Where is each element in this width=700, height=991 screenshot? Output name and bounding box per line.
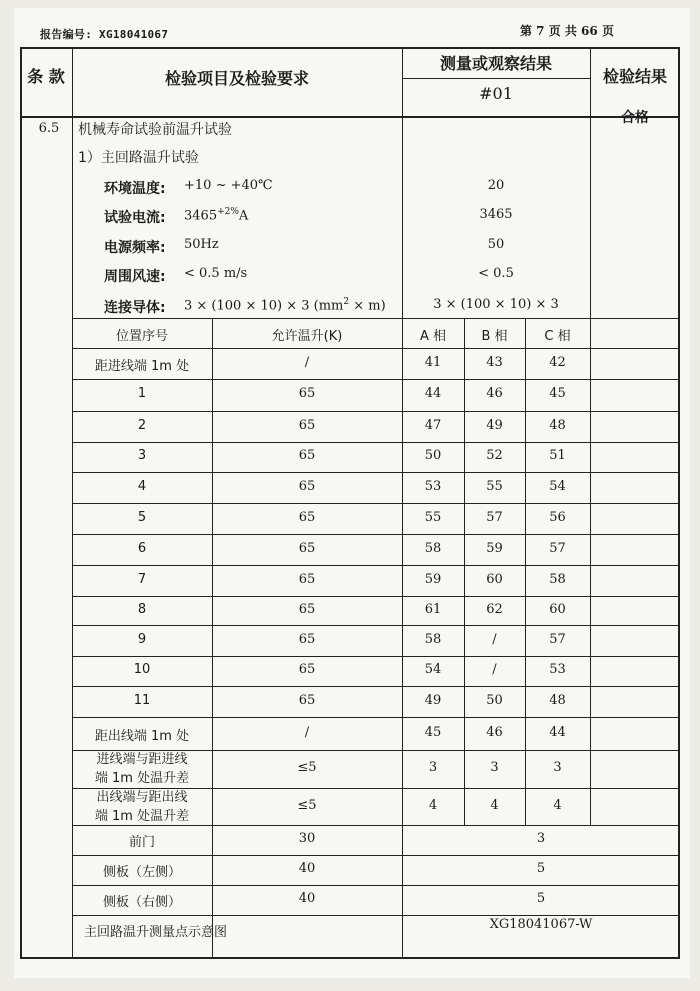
row-phase-c: 48 (549, 417, 566, 433)
row-allowed: 65 (298, 540, 316, 556)
measured-header: 测量或观察结果 (439, 54, 552, 73)
row-phase-b: 59 (486, 540, 503, 556)
subtable-row-rule (72, 686, 680, 687)
enclosure-position: 前门 (128, 835, 155, 850)
condition-measured: < 0.5 (478, 266, 514, 281)
condition-label: 试验电流: (104, 210, 166, 226)
row-allowed: 65 (298, 571, 316, 587)
subtable-row-rule (72, 885, 680, 886)
item-header: 检验项目及检验要求 (164, 69, 309, 88)
row-phase-a: 58 (424, 540, 442, 556)
row-phase-a: 45 (424, 724, 442, 740)
row-phase-a: 55 (424, 509, 442, 525)
col-rule (590, 318, 591, 825)
row-phase-b: / (492, 662, 497, 677)
row-phase-a: 61 (424, 601, 442, 617)
row-phase-b: 50 (486, 692, 503, 708)
enclosure-measured: 3 (536, 831, 546, 846)
row-position: 6 (137, 540, 147, 556)
condition-measured: 3 × (100 × 10) × 3 (433, 297, 559, 312)
subtable-row-rule (72, 534, 680, 535)
diagram-label: 主回路温升测量点示意图 (84, 925, 228, 940)
row-allowed: ≤5 (297, 797, 317, 813)
row-phase-c: 57 (549, 540, 566, 556)
row-phase-c: 44 (549, 724, 566, 740)
phase-c-header: C 相 (544, 329, 571, 344)
table-border-top (20, 47, 680, 49)
position-header: 位置序号 (115, 329, 168, 344)
row-phase-b: 52 (486, 448, 503, 463)
row-rule (402, 78, 590, 79)
col-rule (590, 116, 591, 318)
row-phase-b: / (492, 631, 497, 647)
row-phase-c: 57 (549, 631, 566, 647)
enclosure-allowed: 40 (298, 861, 316, 876)
row-position: 7 (137, 571, 147, 587)
row-phase-a: 4 (428, 797, 438, 813)
condition-value: < 0.5 m/s (184, 266, 248, 281)
diagram-reference: XG18041067-W (489, 917, 593, 932)
row-allowed: / (304, 354, 310, 370)
row-allowed: / (304, 724, 310, 740)
subtable-row-rule (72, 442, 680, 443)
table-border-left (20, 47, 22, 959)
enclosure-measured: 5 (536, 861, 546, 876)
row-phase-b: 57 (486, 509, 503, 525)
condition-measured: 20 (487, 178, 505, 193)
condition-sup: +2% (217, 207, 239, 217)
row-phase-a: 58 (424, 631, 442, 647)
page-number: 第 7 页 共 66 页 (520, 24, 614, 38)
row-allowed: 65 (298, 601, 316, 617)
row-position: 10 (133, 662, 151, 677)
clause-header: 条 款 (27, 67, 65, 86)
condition-label: 连接导体: (104, 300, 166, 316)
row-phase-b: 60 (486, 571, 503, 587)
row-phase-b: 46 (486, 386, 503, 401)
row-phase-c: 51 (549, 448, 566, 463)
row-allowed: 65 (298, 417, 316, 433)
row-phase-c: 4 (553, 797, 562, 813)
row-phase-c: 3 (553, 760, 562, 775)
condition-label: 环境温度: (104, 181, 166, 197)
subtable-row-rule (72, 717, 680, 718)
row-phase-a: 44 (424, 386, 442, 401)
condition-value: 3 × (100 × 10) × 3 $(mm^2 \times m)$ (184, 297, 386, 314)
section-subtitle: 1）主回路温升试验 (78, 150, 199, 166)
table-border-bottom (20, 957, 680, 959)
row-phase-b: 49 (486, 417, 503, 433)
row-allowed: 65 (298, 692, 316, 708)
row-phase-c: 54 (549, 478, 566, 494)
row-position: 11 (133, 692, 151, 708)
row-position: 1 (137, 386, 147, 401)
row-position: 4 (137, 478, 147, 494)
row-position: 5 (137, 509, 147, 525)
condition-measured: 3465 (479, 207, 513, 222)
phase-a-header: A 相 (419, 329, 447, 344)
row-position: 3 (137, 448, 147, 463)
subtable-row-rule (72, 565, 680, 566)
row-position: 距进线端 1m 处 (94, 358, 190, 374)
subtable-row-rule (72, 855, 680, 856)
row-phase-c: 56 (549, 509, 566, 525)
condition-label: 电源频率: (104, 240, 166, 256)
row-position: 出线端与距出线 端 1m 处温升差 (94, 789, 190, 824)
allowed-header: 允许温升(K) (271, 329, 343, 344)
row-phase-c: 42 (549, 354, 566, 370)
row-position: 距出线端 1m 处 (94, 728, 190, 744)
report-number: 报告编号: XG18041067 (40, 28, 169, 41)
row-phase-a: 59 (424, 571, 442, 587)
row-phase-c: 60 (549, 601, 566, 617)
condition-value: 50Hz (184, 237, 219, 252)
row-phase-b: 46 (486, 724, 503, 740)
row-phase-a: 50 (424, 448, 442, 463)
enclosure-allowed: 30 (298, 831, 316, 846)
subtable-row-rule (72, 625, 680, 626)
row-allowed: 65 (298, 509, 316, 525)
row-position: 2 (137, 417, 147, 433)
header-bottom-rule (20, 116, 680, 118)
row-phase-c: 48 (549, 692, 566, 708)
row-allowed: 65 (298, 631, 316, 647)
row-phase-a: 3 (428, 760, 438, 775)
subtable-row-rule (72, 656, 680, 657)
condition-value: +10 ~ +40℃ (184, 178, 273, 193)
section-clause: 6.5 (38, 121, 60, 136)
row-phase-a: 49 (424, 692, 442, 708)
sample-header: #01 (479, 84, 513, 103)
subtable-row-rule (72, 596, 680, 597)
row-phase-a: 47 (424, 417, 442, 433)
row-phase-b: 3 (490, 760, 499, 775)
row-phase-c: 58 (549, 571, 566, 587)
condition-sup: 2 (343, 297, 350, 307)
row-phase-a: 54 (424, 662, 442, 677)
row-phase-b: 4 (490, 797, 499, 813)
row-allowed: ≤5 (297, 760, 317, 775)
row-phase-b: 62 (486, 601, 503, 617)
subtable-row-rule (72, 503, 680, 504)
row-position: 8 (137, 601, 147, 617)
section-title: 机械寿命试验前温升试验 (78, 122, 232, 138)
subtable-row-rule (72, 348, 680, 349)
row-phase-c: 53 (549, 662, 566, 677)
enclosure-allowed: 40 (298, 891, 316, 906)
condition-value: $3465^{+2\%}A$ (184, 207, 249, 224)
row-position: 进线端与距进线 端 1m 处温升差 (94, 752, 190, 786)
row-allowed: 65 (298, 662, 316, 677)
enclosure-measured: 5 (536, 891, 546, 906)
enclosure-position: 侧板（右侧） (102, 895, 181, 910)
row-phase-b: 55 (486, 478, 503, 494)
row-phase-b: 43 (486, 354, 503, 370)
enclosure-position: 侧板（左侧） (102, 865, 181, 880)
section-result: 合格 (621, 110, 649, 126)
result-header: 检验结果 (602, 67, 667, 86)
subtable-row-rule (72, 411, 680, 412)
row-allowed: 65 (298, 448, 316, 463)
row-phase-a: 53 (424, 478, 442, 494)
row-allowed: 65 (298, 478, 316, 494)
subtable-top-rule (72, 318, 680, 319)
subtable-row-rule (72, 379, 680, 380)
subtable-row-rule (72, 472, 680, 473)
phase-b-header: B 相 (481, 329, 508, 344)
row-allowed: 65 (298, 386, 316, 401)
condition-label: 周围风速: (104, 269, 166, 285)
row-phase-a: 41 (424, 354, 442, 370)
subtable-row-rule (72, 915, 680, 916)
condition-measured: 50 (487, 237, 505, 252)
row-position: 9 (137, 631, 147, 647)
row-phase-c: 45 (549, 386, 566, 401)
